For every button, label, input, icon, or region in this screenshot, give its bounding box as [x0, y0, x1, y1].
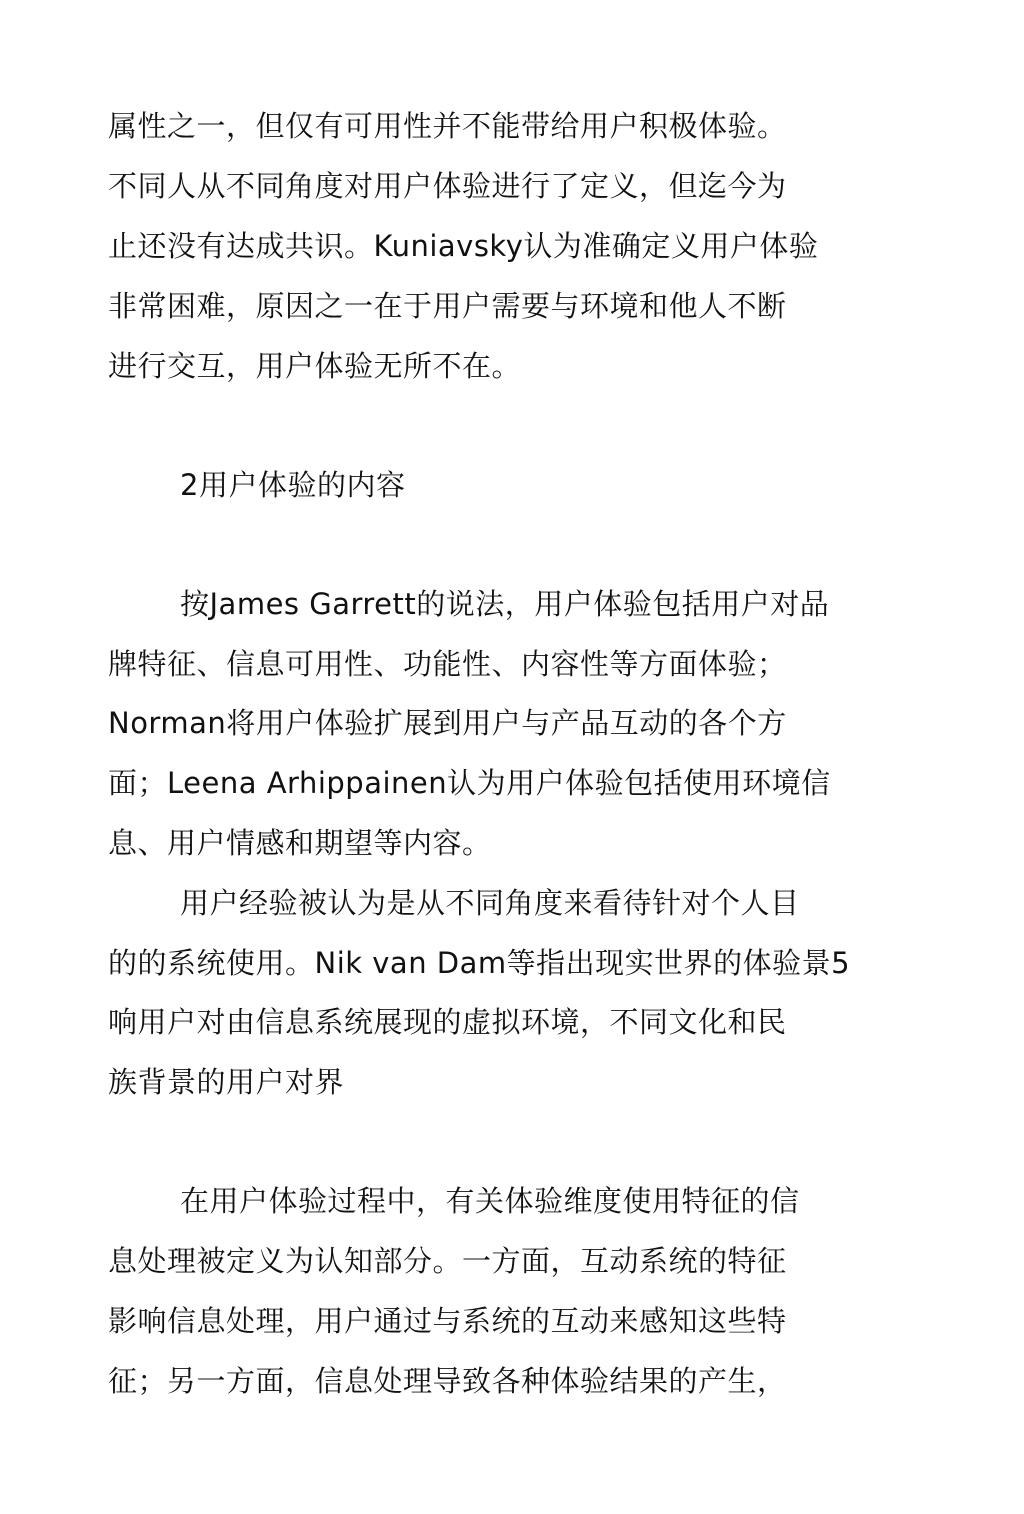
paragraph-2-line-1: 不同人从不同角度对用户体验进行了定义，但迄今为 — [108, 169, 787, 203]
paragraph-4-line-3: 响用户对由信息系统展现的虚拟环境，不同文化和民 — [108, 1005, 787, 1039]
paragraph-2-line-2: 止还没有达成共识。Kuniavsky认为准确定义用户体验 — [108, 229, 819, 263]
paragraph-3-line-2: 牌特征、信息可用性、功能性、内容性等方面体验； — [108, 647, 787, 681]
paragraph-4-line-4: 族背景的用户对界 — [108, 1065, 345, 1099]
paragraph-3-line-5: 息、用户情感和期望等内容。 — [108, 826, 492, 860]
paragraph-1-line-1: 属性之一，但仅有可用性并不能带给用户积极体验。 — [108, 109, 787, 143]
paragraph-4-line-2: 的的系统使用。Nik van Dam等指出现实世界的体验景5 — [108, 946, 851, 980]
paragraph-3-line-3: Norman将用户体验扩展到用户与产品互动的各个方 — [108, 706, 787, 740]
paragraph-5-line-4: 征；另一方面，信息处理导致各种体验结果的产生， — [108, 1364, 787, 1398]
paragraph-2-line-4: 进行交互，用户体验无所不在。 — [108, 349, 522, 383]
paragraph-4-line-1: 用户经验被认为是从不同角度来看待针对个人目 — [180, 886, 800, 920]
section-heading: 2用户体验的内容 — [180, 468, 406, 502]
paragraph-3-line-4: 面；Leena Arhippainen认为用户体验包括使用环境信 — [108, 766, 831, 800]
paragraph-5-line-3: 影响信息处理，用户通过与系统的互动来感知这些特 — [108, 1304, 787, 1338]
paragraph-2-line-3: 非常困难，原因之一在于用户需要与环境和他人不断 — [108, 289, 787, 323]
paragraph-5-line-2: 息处理被定义为认知部分。一方面，互动系统的特征 — [108, 1244, 787, 1278]
paragraph-5-line-1: 在用户体验过程中，有关体验维度使用特征的信 — [180, 1184, 800, 1218]
paragraph-3-line-1: 按James Garrett的说法，用户体验包括用户对品 — [180, 587, 830, 621]
